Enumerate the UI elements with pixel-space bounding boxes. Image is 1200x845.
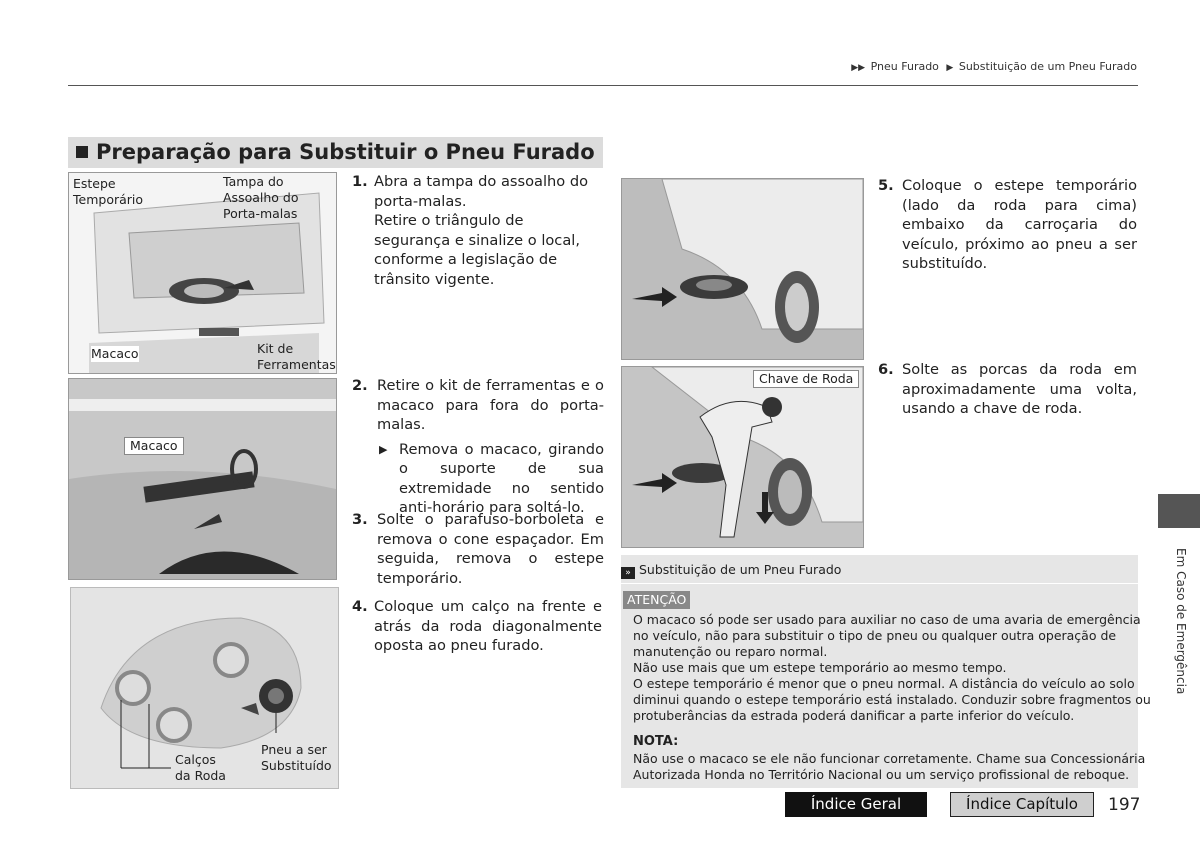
step-6 [878, 360, 1137, 419]
notice-line: O macaco só pode ser usado para auxiliar no caso de uma avaria de emergência [633, 612, 1141, 627]
notice-line: protuberâncias da estrada poderá danificar a parte inferior do veículo. [633, 708, 1075, 723]
trunk-illustration [68, 172, 337, 374]
chapter-tab[interactable] [1158, 494, 1200, 528]
jack-illustration [68, 378, 337, 580]
label-macaco: Macaco [91, 346, 139, 361]
step-1 [352, 172, 592, 289]
notice-line: manutenção ou reparo normal. [633, 644, 828, 659]
step-text: Retire o triângulo de segurança e sinalize o local, conforme a legislação de trânsito vigente. [374, 212, 580, 288]
square-bullet-icon [76, 146, 88, 158]
jack-drawing [69, 379, 336, 579]
step-text: Solte as porcas da roda em aproximadamente uma volta, usando a chave de roda. [902, 361, 1137, 417]
label-macaco-2: Macaco [124, 437, 184, 455]
label-kit: Kit de Ferramentas [257, 341, 336, 372]
nota-line: Autorizada Honda no Território Nacional ou um serviço profissional de reboque. [633, 767, 1130, 782]
step-text: Abra a tampa do assoalho do porta-malas. [374, 173, 589, 210]
label-pneu: Pneu a ser Substituído [261, 742, 332, 773]
label-estepe: Estepe Temporário [73, 176, 144, 207]
section-title [68, 137, 603, 168]
label-chave: Chave de Roda [753, 370, 859, 388]
double-arrow-icon: ▶▶ [851, 63, 866, 73]
step-5 [878, 176, 1137, 274]
step-number: 2. [352, 377, 368, 394]
breadcrumb [851, 60, 1137, 73]
step-text: Coloque o estepe temporário (lado da roda para cima) embaixo da carroçaria do veículo, próximo ao pneu a ser substituído. [902, 177, 1137, 272]
attention-badge: ATENÇÃO [623, 591, 690, 609]
page-number: 197 [1108, 795, 1141, 815]
step-2 [352, 376, 604, 518]
step-number: 3. [352, 511, 368, 528]
step-text: Retire o kit de ferramentas e o macaco para fora do porta-malas. [377, 377, 604, 433]
lug-wrench-drawing [622, 367, 863, 547]
divider [68, 85, 1138, 86]
arrow-icon: ▶ [946, 63, 954, 73]
sub-bullet [379, 440, 604, 518]
step-3 [352, 510, 604, 588]
step-4 [352, 597, 602, 656]
chapter-label: Em Caso de Emergência [1174, 548, 1188, 695]
arrow-bullet-icon: ▶ [379, 442, 388, 456]
notice-line: Não use mais que um estepe temporário ao mesmo tempo. [633, 660, 1007, 675]
spare-drawing [622, 179, 863, 359]
step-number: 4. [352, 598, 368, 615]
index-general-button[interactable]: Índice Geral [785, 792, 927, 817]
spare-under-car-illustration [621, 178, 864, 360]
step-number: 5. [878, 177, 894, 194]
breadcrumb-item[interactable]: Pneu Furado [870, 60, 939, 73]
step-number: 1. [352, 173, 368, 190]
nota-line: Não use o macaco se ele não funcionar corretamente. Chame sua Concessionária [633, 751, 1146, 766]
notice-line: O estepe temporário é menor que o pneu normal. A distância do veículo ao solo [633, 676, 1135, 691]
index-chapter-button[interactable]: Índice Capítulo [950, 792, 1094, 817]
label-calcos: Calços da Roda [175, 752, 226, 783]
section-title-text: Preparação para Substituir o Pneu Furado [96, 140, 595, 164]
step-text: Coloque um calço na frente e atrás da roda diagonalmente oposta ao pneu furado. [374, 598, 602, 654]
label-tampa: Tampa do Assoalho do Porta-malas [223, 174, 299, 221]
step-text: Solte o parafuso-borboleta e remova o cone espaçador. Em seguida, remova o estepe temporário. [377, 511, 604, 587]
notice-header-text: Substituição de um Pneu Furado [639, 562, 842, 577]
notice-line: diminui quando o estepe temporário está instalado. Conduzir sobre fragmentos ou [633, 692, 1151, 707]
step-number: 6. [878, 361, 894, 378]
lug-wrench-illustration [621, 366, 864, 548]
notice-line: no veículo, não para substituir o tipo de pneu ou qualquer outra operação de [633, 628, 1117, 643]
sub-bullet-text: Remova o macaco, girando o suporte de sua extremidade no sentido anti-horário para soltá-lo. [399, 440, 604, 516]
notice-header [621, 557, 1138, 584]
nota-label: NOTA: [633, 734, 679, 749]
chocks-illustration [70, 587, 339, 789]
double-chevron-icon: » [621, 567, 635, 579]
breadcrumb-item[interactable]: Substituição de um Pneu Furado [958, 60, 1137, 73]
